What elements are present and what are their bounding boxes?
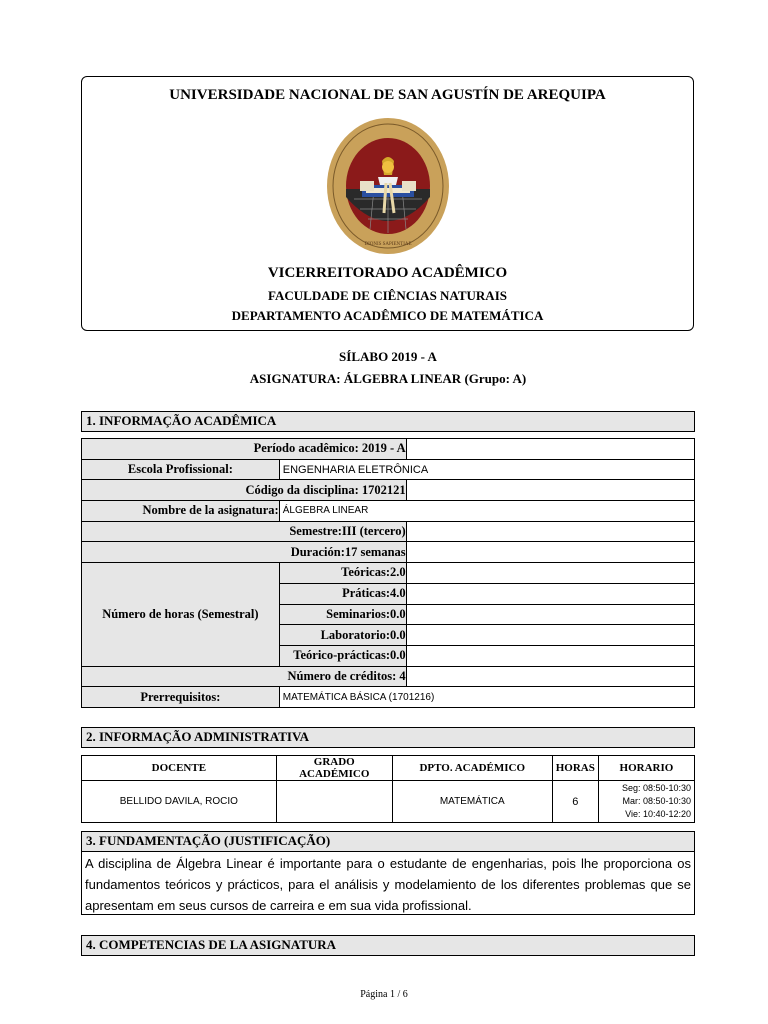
nombre-value: ÁLGEBRA LINEAR: [279, 501, 694, 522]
section-heading-academic: 1. INFORMAÇÃO ACADÊMICA: [81, 411, 695, 432]
table-row: [82, 521, 695, 542]
horas-label: Número de horas (Semestral): [82, 563, 280, 666]
page-number: Página 1 / 6: [360, 989, 408, 1000]
table-row: [82, 501, 695, 522]
grado-value: [276, 781, 392, 823]
table-header-row: [82, 756, 695, 781]
table-row: [82, 459, 695, 480]
table-row: [82, 439, 695, 460]
prerreq-value: MATEMÁTICA BÁSICA (1701216): [279, 687, 694, 708]
header-docente: DOCENTE: [82, 756, 277, 781]
header-horas: HORAS: [552, 756, 598, 781]
creditos-label: Número de créditos: 4: [82, 666, 407, 687]
periodo-label: Período acadêmico: 2019 - A: [82, 439, 407, 460]
horario-line: Vie: 10:40-12:20: [625, 809, 691, 819]
escola-label: Escola Profissional:: [82, 459, 280, 480]
laboratorio-label: Laboratorio:0.0: [279, 625, 406, 646]
horario-line: Seg: 08:50-10:30: [621, 783, 691, 793]
escola-value: ENGENHARIA ELETRÔNICA: [279, 459, 694, 480]
seminarios-label: Seminarios:0.0: [279, 604, 406, 625]
table-row: [82, 480, 695, 501]
faculty-name: FACULDADE DE CIÊNCIAS NATURAIS: [268, 288, 507, 303]
horas-value: 6: [552, 781, 598, 823]
section-heading-administrative: 2. INFORMAÇÃO ADMINISTRATIVA: [81, 727, 695, 748]
horario-value: [598, 781, 694, 823]
horario-line: Mar: 08:50-10:30: [622, 796, 691, 806]
header-dpto: DPTO. ACADÉMICO: [392, 756, 552, 781]
subject-title: ASIGNATURA: ÁLGEBRA LINEAR (Grupo: A): [249, 371, 527, 386]
header-grado: GRADO ACADÉMICO: [276, 756, 392, 781]
university-seal-logo: [326, 117, 450, 255]
seal-motto: DIONIS SAPIENTIAE: [364, 242, 412, 247]
justification-text: A disciplina de Álgebra Linear é importante para o estudante de engenharias, pois lhe proporciona os fundamentos teóricos y prácticos, para el análisis y modelamiento de los diferentes problemas que se apresentam em seus cursos de carreira e em sua vida profissional.: [81, 851, 695, 915]
header-horario: HORARIO: [598, 756, 694, 781]
university-name: UNIVERSIDADE NACIONAL DE SAN AGUSTÍN DE AREQUIPA: [169, 87, 606, 103]
codigo-label: Código da disciplina: 1702121: [82, 480, 407, 501]
teorico-practicas-label: Teórico-prácticas:0.0: [279, 645, 406, 666]
teoricas-label: Teóricas:2.0: [279, 563, 406, 584]
duracion-label: Duración:17 semanas: [82, 542, 407, 563]
syllabus-title: SÍLABO 2019 - A: [339, 349, 437, 364]
section-heading-justification: 3. FUNDAMENTAÇÃO (JUSTIFICAÇÃO): [81, 831, 695, 852]
table-row: [82, 781, 695, 823]
docente-value: BELLIDO DAVILA, ROCIO: [82, 781, 277, 823]
section-heading-competencies: 4. COMPETENCIAS DE LA ASIGNATURA: [81, 935, 695, 956]
department-name: DEPARTAMENTO ACADÊMICO DE MATEMÁTICA: [231, 308, 544, 323]
praticas-label: Práticas:4.0: [279, 583, 406, 604]
vice-rectorate: VICERREITORADO ACADÊMICO: [267, 265, 508, 281]
semestre-label: Semestre:III (tercero): [82, 521, 407, 542]
nombre-label: Nombre de la asignatura:: [82, 501, 280, 522]
table-row: [82, 563, 695, 584]
table-row: [82, 687, 695, 708]
prerreq-label: Prerrequisitos:: [82, 687, 280, 708]
academic-info-table: [81, 438, 695, 708]
administrative-table: [81, 755, 695, 823]
table-row: [82, 666, 695, 687]
table-row: [82, 542, 695, 563]
dpto-value: MATEMÁTICA: [392, 781, 552, 823]
